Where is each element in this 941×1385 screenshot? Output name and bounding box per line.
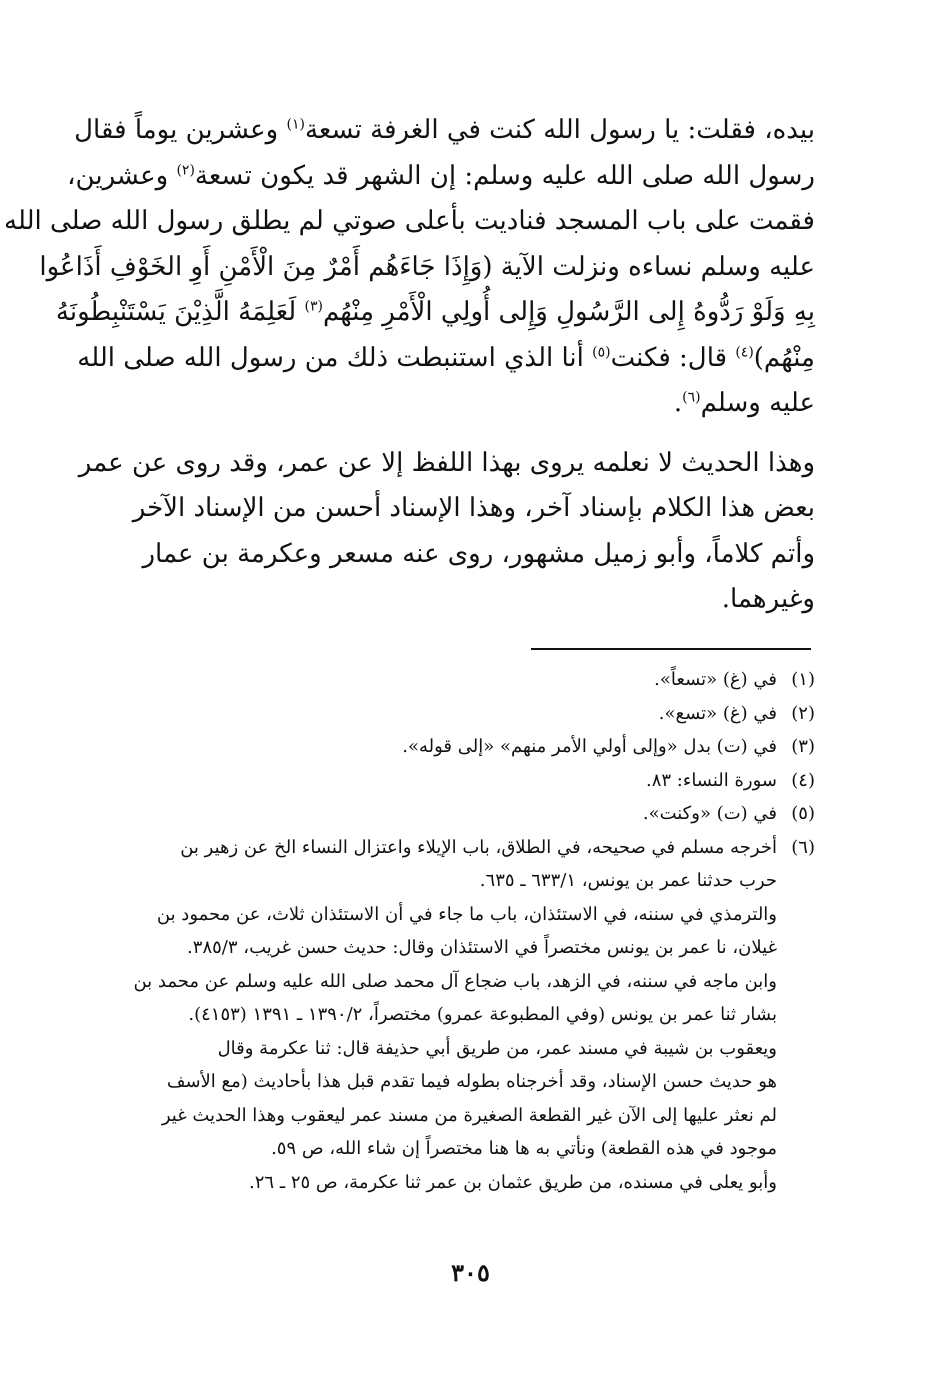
footnote-3 <box>119 730 815 764</box>
paragraph-1 <box>4 108 815 427</box>
text-line: بيده، فقلت: يا رسول الله كنت في الغرفة تسعة$^{(١)}$ وعشرين يوماً فقال <box>74 115 815 145</box>
footnote-2 <box>119 697 815 731</box>
footnote-number: (٢) <box>791 702 815 724</box>
footnote-number: (٥) <box>791 803 815 824</box>
footnote-number: (١) <box>791 669 815 690</box>
text-line: وأتم كلاماً، وأبو زميل مشهور، روى عنه مسعر وعكرمة بن عمار <box>142 538 815 569</box>
footnote-text: سورة النساء: ٨٣. <box>645 769 777 791</box>
text-line: عليه وسلم$^{(٦)}$. <box>673 388 815 418</box>
text-line: مِنْهُم)$^{(٤)}$ قال: فكنت$^{(٥)}$ أنا الذي استنبطت ذلك من رسول الله صلى الله <box>77 342 815 373</box>
footnote-text: غيلان، نا عمر بن يونس مختصراً في الاستئذان وقال: حديث حسن غريب، ٣٨٥/٣. <box>187 937 777 958</box>
footnote-text: بشار ثنا عمر بن يونس (وفي المطبوعة عمرو) مختصراً، ١٣٩٠/٢ ـ ١٣٩١ (٤١٥٣). <box>188 1004 777 1025</box>
footnote-6-continuation-tirmidhi <box>119 898 815 965</box>
footnote-text: في (غ) «تسعاً». <box>654 669 777 690</box>
footnote-text: ويعقوب بن شيبة في مسند عمر، من طريق أبي حذيفة قال: ثنا عكرمة وقال <box>217 1037 777 1059</box>
footnote-6-continuation-ibn-majah <box>119 965 815 1032</box>
footnote-text: هو حديث حسن الإسناد، وقد أخرجناه بطوله فيما تقدم قبل هذا بأحاديث (مع الأسف <box>166 1071 777 1092</box>
footnote-separator <box>531 648 811 650</box>
footnote-6-continuation-yaqub <box>119 1032 815 1166</box>
text-line: فقمت على باب المسجد فناديت بأعلى صوتي لم يطلق رسول الله صلى الله <box>4 206 815 236</box>
footnote-text: والترمذي في سننه، في الاستئذان، باب ما جاء في أن الاستئذان ثلاث، عن محمود بن <box>156 903 777 925</box>
footnote-5 <box>119 797 815 831</box>
quran-verse-line: عليه وسلم نساءه ونزلت الآية (وَإِذَا جَاءَهُم أَمْرٌ مِنَ الْأَمْنِ أَوِ الخَوْفِ أَذَاعُوا <box>39 251 815 282</box>
footnote-1 <box>119 663 815 697</box>
text-line: بعض هذا الكلام بإسناد آخر، وهذا الإسناد أحسن من الإسناد الآخر <box>132 493 815 523</box>
quran-verse-line: بِهِ وَلَوْ رَدُّوهُ إِلى الرَّسُولِ وَإِلى أُولِي الْأَمْرِ مِنْهُم$^{(٣)}$ لَعَلِمَهُ الَّذِيْنَ يَسْتَنْبِطُونَهُ <box>55 297 815 327</box>
footnote-text: لم نعثر عليها إلى الآن غير القطعة الصغيرة من مسند عمر ليعقوب وهذا الحديث غير <box>161 1104 777 1126</box>
main-text <box>4 108 815 623</box>
text-line: وهذا الحديث لا نعلمه يروى بهذا اللفظ إلا عن عمر، وقد روى عن عمر <box>78 447 815 478</box>
footnote-marker: (١) <box>286 116 305 133</box>
paragraph-2 <box>78 441 815 623</box>
footnote-text: وأبو يعلى في مسنده، من طريق عثمان بن عمر ثنا عكرمة، ص ٢٥ ـ ٢٦. <box>249 1171 777 1193</box>
footnote-6-continuation-abu-yala <box>119 1166 815 1200</box>
footnote-number: (٦) <box>791 836 815 858</box>
footnote-text: وابن ماجه في سننه، في الزهد، باب ضجاع آل محمد صلى الله عليه وسلم عن محمد بن <box>133 970 777 992</box>
text-line: وغيرهما. <box>721 584 815 614</box>
footnotes <box>119 663 815 1199</box>
footnote-marker: (٢) <box>176 161 195 178</box>
footnote-marker: (٤) <box>735 343 754 360</box>
footnote-marker: (٥) <box>592 343 611 360</box>
footnote-text: حرب حدثنا عمر بن يونس، ٦٣٣/١ ـ ٦٣٥. <box>479 870 777 891</box>
footnote-text: أخرجه مسلم في صحيحه، في الطلاق، باب الإيلاء واعتزال النساء الخ عن زهير بن <box>180 836 777 858</box>
footnote-text: في (غ) «تسع». <box>658 702 777 724</box>
footnote-text: في (ت) بدل «وإلى أولي الأمر منهم» «إلى قوله». <box>402 736 777 757</box>
footnote-number: (٣) <box>791 736 815 757</box>
footnote-6 <box>119 831 815 898</box>
footnote-marker: (٦) <box>682 389 701 406</box>
page-number: ٣٠٥ <box>451 1258 490 1287</box>
text-line: رسول الله صلى الله عليه وسلم: إن الشهر قد يكون تسعة$^{(٢)}$ وعشرين، <box>67 160 815 191</box>
footnote-4 <box>119 764 815 798</box>
footnote-number: (٤) <box>791 769 815 791</box>
footnote-marker: (٣) <box>304 298 323 315</box>
footnote-text: في (ت) «وكنت». <box>642 803 777 824</box>
footnote-text: موجود في هذه القطعة) ونأتي به ها هنا مختصراً إن شاء الله، ص ٥٩. <box>271 1138 777 1159</box>
